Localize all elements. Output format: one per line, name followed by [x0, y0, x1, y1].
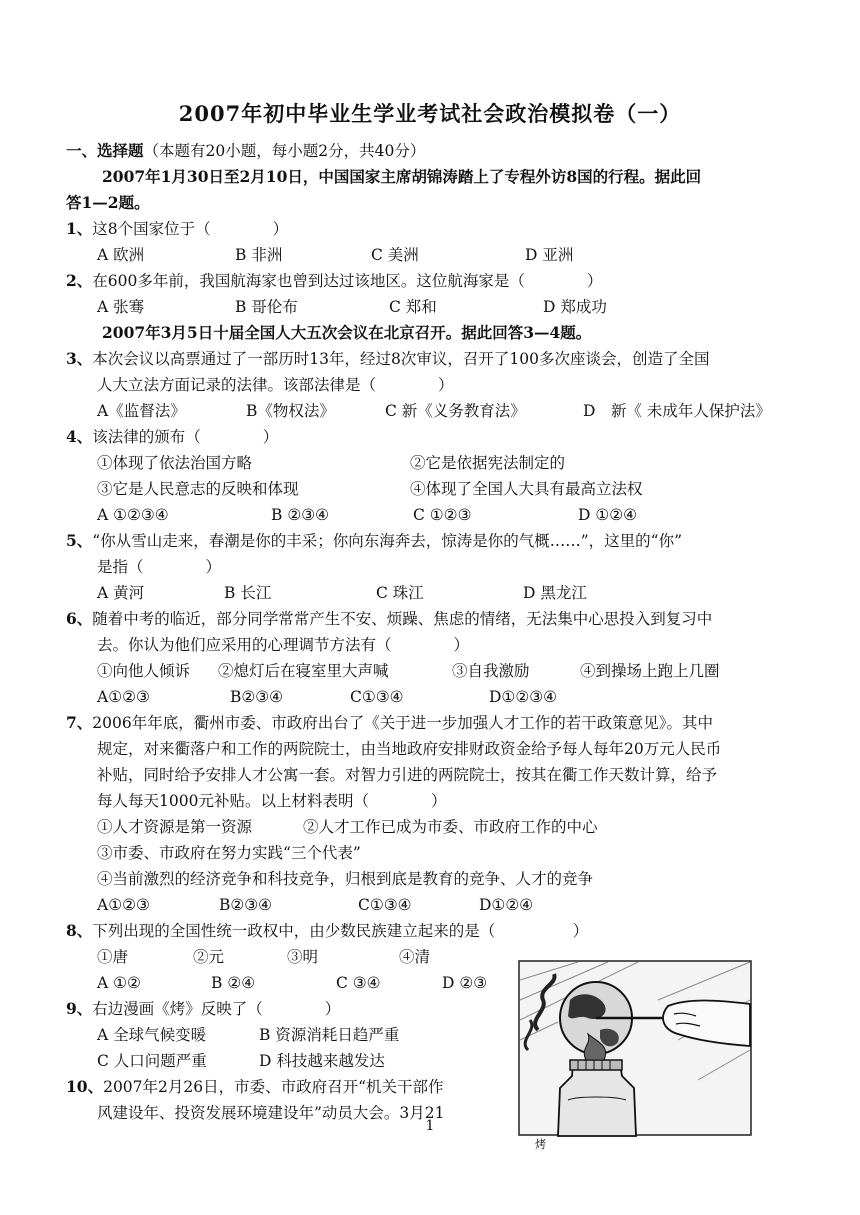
q2-option-d: D 郑成功	[543, 298, 607, 316]
q4-option-b: B ②③④	[271, 506, 330, 524]
question-3-cont: 人大立法方面记录的法律。该部法律是（ ）	[97, 376, 454, 394]
q6-option-d: D①②③④	[489, 688, 558, 706]
question-number: 3、	[66, 349, 93, 368]
q9-option-c: C 人口问题严重	[97, 1052, 207, 1070]
question-stem: 下列出现的全国性统一政权中，由少数民族建立起来的是（ ）	[92, 922, 589, 940]
q1-option-d: D 亚洲	[525, 246, 574, 264]
q8-item-4: ④清	[399, 948, 431, 966]
page-title: 2007年初中毕业生学业考试社会政治模拟卷（一）	[178, 101, 682, 126]
q5-option-a: A 黄河	[97, 584, 145, 602]
q1-option-b: B 非洲	[235, 246, 283, 264]
q4-option-c: C ①②③	[413, 506, 472, 524]
section-note: （本题有20小题，每小题2分，共40分）	[143, 142, 426, 160]
intro-1-line-1: 2007年1月30日至2月10日，中国国家主席胡锦涛踏上了专程外访8国的行程。据此回	[102, 167, 702, 186]
question-number: 4、	[66, 427, 93, 446]
q1-option-a: A 欧洲	[97, 246, 145, 264]
q8-option-b: B ②④	[211, 974, 256, 992]
question-4	[66, 426, 278, 448]
q4-item-2: ②它是依据宪法制定的	[410, 454, 566, 472]
question-number: 6、	[66, 609, 93, 628]
q7-option-b: B②③④	[219, 896, 273, 914]
section-heading	[66, 140, 425, 162]
q6-option-b: B②③④	[230, 688, 284, 706]
q5-option-b: B 长江	[224, 584, 272, 602]
question-2	[66, 270, 602, 292]
intro-2: 2007年3月5日十届全国人大五次会议在北京召开。据此回答3—4题。	[102, 323, 592, 342]
q5-option-d: D 黑龙江	[523, 584, 587, 602]
cartoon-caption: 烤	[535, 1138, 546, 1151]
question-5-cont: 是指（ ）	[97, 558, 222, 576]
question-stem: 随着中考的临近，部分同学常常产生不安、烦躁、焦虑的情绪，无法集中心思投入到复习中	[92, 610, 713, 628]
question-7-cont-2: 补贴，同时给予安排人才公寓一套。对智力引进的两院院士，按其在衢工作天数计算，给予	[97, 766, 718, 784]
q7-option-c: C①③④	[358, 896, 412, 914]
q8-item-2: ②元	[193, 948, 225, 966]
section-label: 一、选择题	[66, 141, 144, 160]
question-7-cont-1: 规定，对来衢落户和工作的两院院士，由当地政府安排财政资金给予每人每年20万元人民币	[97, 740, 722, 758]
q6-item-1: ①向他人倾诉	[97, 662, 191, 680]
q8-item-1: ①唐	[97, 948, 129, 966]
q4-item-3: ③它是人民意志的反映和体现	[97, 480, 299, 498]
question-number: 5、	[66, 531, 93, 550]
q8-option-a: A ①②	[97, 974, 141, 992]
question-number: 2、	[66, 271, 93, 290]
q7-item-2: ②人才工作已成为市委、市政府工作的中心	[303, 818, 598, 836]
q4-option-d: D ①②④	[578, 506, 638, 524]
question-stem: “你从雪山走来，春潮是你的丰采；你向东海奔去，惊涛是你的气概……”，这里的“你”	[92, 532, 682, 550]
q2-option-c: C 郑和	[389, 298, 437, 316]
q9-option-b: B 资源消耗日趋严重	[259, 1026, 400, 1044]
q4-item-4: ④体现了全国人大具有最高立法权	[410, 480, 643, 498]
q8-item-3: ③明	[287, 948, 319, 966]
q2-option-a: A 张骞	[97, 298, 145, 316]
question-number: 9、	[66, 999, 93, 1018]
q7-item-4: ④当前激烈的经济竞争和科技竞争，归根到底是教育的竞争、人才的竞争	[97, 870, 594, 888]
question-6-cont: 去。你认为他们应采用的心理调节方法有（ ）	[97, 636, 470, 654]
question-7	[66, 712, 713, 734]
q7-option-d: D①②④	[479, 896, 534, 914]
question-stem: 本次会议以高票通过了一部历时13年，经过8次审议，召开了100多次座谈会，创造了全国	[92, 350, 710, 368]
intro-1-line-2: 答1—2题。	[66, 193, 150, 212]
question-6	[66, 608, 712, 630]
q1-option-c: C 美洲	[371, 246, 419, 264]
q8-option-d: D ②③	[442, 974, 488, 992]
q5-option-c: C 珠江	[376, 584, 424, 602]
question-10	[66, 1076, 444, 1098]
question-stem: 2006年年底，衢州市委、市政府出台了《关于进一步加强人才工作的若干政策意见》。其中	[92, 714, 713, 732]
q7-option-a: A①②③	[97, 896, 150, 914]
cartoon-illustration	[518, 960, 754, 1138]
q6-item-4: ④到操场上跑上几圈	[580, 662, 720, 680]
question-3	[66, 348, 709, 370]
question-stem: 右边漫画《烤》反映了（ ）	[92, 1000, 341, 1018]
question-stem: 该法律的颁布（ ）	[92, 428, 279, 446]
question-5	[66, 530, 682, 552]
q6-option-a: A①②③	[97, 688, 150, 706]
question-number: 10、	[66, 1077, 104, 1096]
q3-option-d: D 新《 未成年人保护法》	[583, 402, 771, 420]
q9-option-d: D 科技越来越发达	[259, 1052, 385, 1070]
q4-item-1: ①体现了依法治国方略	[97, 454, 253, 472]
q3-option-c: C 新《义务教育法》	[385, 402, 526, 420]
q8-option-c: C ③④	[336, 974, 381, 992]
question-number: 7、	[66, 713, 93, 732]
q7-item-1: ①人才资源是第一资源	[97, 818, 253, 836]
question-number: 1、	[66, 219, 93, 238]
q2-option-b: B 哥伦布	[235, 298, 298, 316]
question-stem: 这8个国家位于（ ）	[92, 220, 289, 238]
q7-item-3: ③市委、市政府在努力实践“三个代表”	[97, 844, 361, 862]
question-10-cont: 风建设年、投资发展环境建设年”动员大会。3月21	[97, 1104, 445, 1122]
question-number: 8、	[66, 921, 93, 940]
q4-option-a: A ①②③④	[97, 506, 169, 524]
question-stem: 在600多年前，我国航海家也曾到达过该地区。这位航海家是（ ）	[92, 272, 603, 290]
q6-option-c: C①③④	[350, 688, 404, 706]
q6-item-3: ③自我激励	[452, 662, 530, 680]
question-8	[66, 920, 588, 942]
question-1	[66, 218, 288, 240]
q3-option-a: A《监督法》	[97, 402, 186, 420]
q3-option-b: B《物权法》	[246, 402, 335, 420]
question-9	[66, 998, 340, 1020]
q9-option-a: A 全球气候变暖	[97, 1026, 207, 1044]
question-7-cont-3: 每人每天1000元补贴。以上材料表明（ ）	[97, 792, 447, 810]
page-number: 1	[425, 1118, 435, 1134]
q6-item-2: ②熄灯后在寝室里大声喊	[218, 662, 389, 680]
question-stem: 2007年2月26日，市委、市政府召开“机关干部作	[103, 1078, 444, 1096]
